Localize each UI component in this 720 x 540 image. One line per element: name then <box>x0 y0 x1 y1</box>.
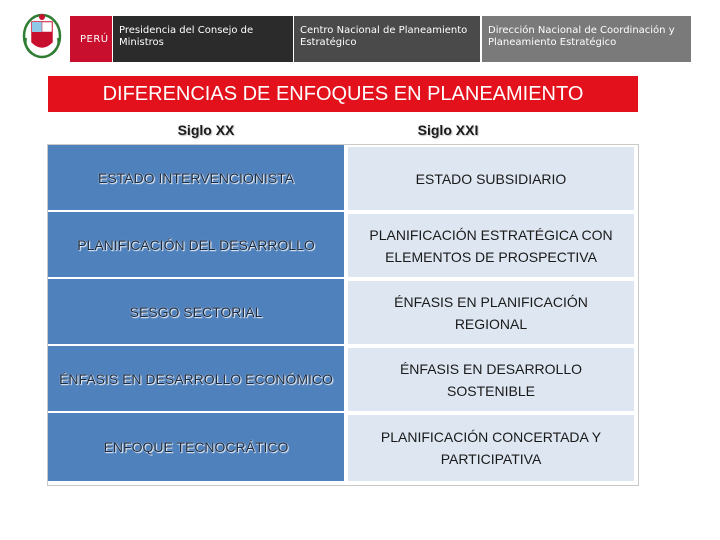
peru-coat-of-arms-icon <box>20 8 64 60</box>
right-cell-1 <box>346 145 636 212</box>
country-label: PERÚ <box>80 34 109 45</box>
right-cell-text: PLANIFICACIÓN ESTRATÉGICA CON ELEMENTOS DE PROSPECTIVA <box>369 226 613 265</box>
ceplan-box <box>294 16 480 62</box>
left-cell-text: ESTADO INTERVENCIONISTA <box>97 169 295 186</box>
left-cell-2 <box>48 212 344 279</box>
right-cell-2 <box>346 212 636 279</box>
right-cell-text: ÉNFASIS EN PLANIFICACIÓN REGIONAL <box>394 293 588 332</box>
pcm-box <box>113 16 293 62</box>
peru-label-box <box>70 16 112 62</box>
column-header-siglo-xxi: Siglo XXI <box>417 122 479 138</box>
left-cell-text: PLANIFICACIÓN DEL DESARROLLO <box>77 236 315 253</box>
right-cell-4 <box>346 346 636 413</box>
direccion-box <box>482 16 691 62</box>
right-cell-3 <box>346 279 636 346</box>
right-cell-text: PLANIFICACIÓN CONCERTADA Y PARTICIPATIVA <box>380 429 602 467</box>
left-cell-text: ENFOQUE TECNOCRÁTICO <box>103 439 289 455</box>
right-cell-text: ÉNFASIS EN DESARROLLO SOSTENIBLE <box>399 360 583 399</box>
comparison-table <box>47 144 639 486</box>
left-cell-4 <box>48 346 344 413</box>
column-header-siglo-xx: Siglo XX <box>177 122 235 138</box>
right-cell-text: ESTADO SUBSIDIARIO <box>415 170 567 187</box>
left-cell-text: SESGO SECTORIAL <box>129 303 263 320</box>
left-cell-text: ÉNFASIS EN DESARROLLO ECONÓMICO <box>59 370 333 387</box>
left-cell-1 <box>48 145 344 212</box>
left-cell-3 <box>48 279 344 346</box>
right-cell-5 <box>346 413 636 483</box>
pcm-label: Presidencia del Consejo de Ministros <box>119 25 254 48</box>
page-title: DIFERENCIAS DE ENFOQUES EN PLANEAMIENTO <box>48 76 638 112</box>
ceplan-label: Centro Nacional de Planeamiento Estratégico <box>300 25 468 48</box>
left-cell-5 <box>48 413 344 483</box>
header-band <box>0 0 720 66</box>
direccion-label: Dirección Nacional de Coordinación y Planeamiento Estratégico <box>488 25 675 48</box>
